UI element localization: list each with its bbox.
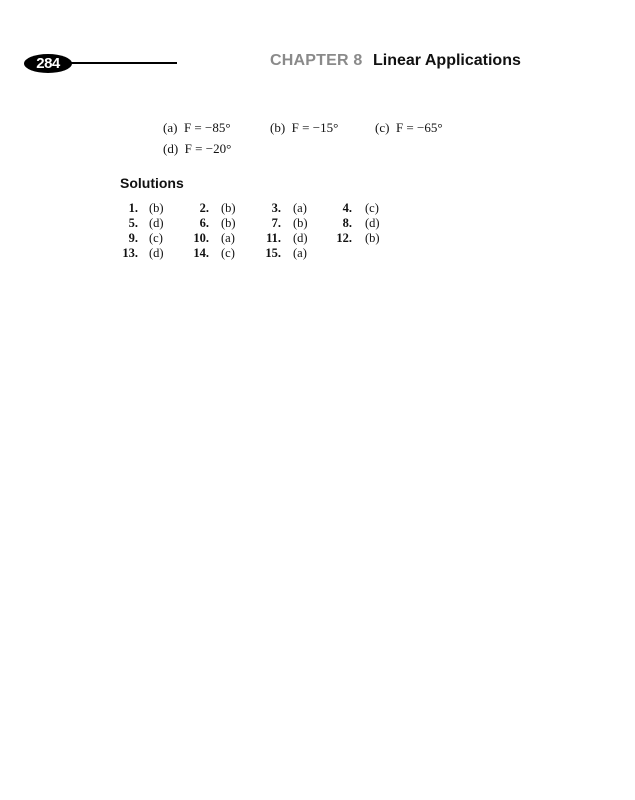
page-number-badge: 284: [24, 54, 72, 73]
solution-answer: (c): [221, 246, 235, 260]
solution-answer: (d): [365, 216, 380, 230]
solution-answer: (c): [149, 231, 163, 245]
solution-number: 8.: [342, 216, 352, 230]
solutions-heading: Solutions: [120, 175, 184, 191]
solution-number: 3.: [271, 201, 281, 215]
solution-answer: (b): [221, 216, 236, 230]
choice-c: [362, 104, 443, 152]
solution-number: 9.: [128, 231, 138, 245]
solution-answer: (a): [221, 231, 235, 245]
choice-d: [150, 125, 231, 173]
solution-answer: (a): [293, 246, 307, 260]
solution-answer: (b): [365, 231, 380, 245]
solution-answer: (d): [149, 246, 164, 260]
solution-number: 13.: [122, 246, 138, 260]
choice-text: F = −15°: [291, 120, 339, 135]
choice-letter: (d): [163, 141, 179, 156]
header-rule: [70, 62, 177, 64]
solution-number: 5.: [128, 216, 138, 230]
choice-text: F = −85°: [183, 120, 231, 135]
solution-number: 2.: [199, 201, 209, 215]
solution-answer: (b): [293, 216, 308, 230]
solution-answer: (d): [293, 231, 308, 245]
solution-answer: (a): [293, 201, 307, 215]
solution-number: 6.: [199, 216, 209, 230]
solution-number: 15.: [265, 246, 281, 260]
choice-text: F = −20°: [184, 141, 232, 156]
solution-number: 7.: [271, 216, 281, 230]
choice-letter: (c): [375, 120, 390, 135]
solution-answer: (c): [365, 201, 379, 215]
choice-letter: (a): [163, 120, 178, 135]
solution-number: 4.: [342, 201, 352, 215]
solution-answer: (d): [149, 216, 164, 230]
solution-number: 1.: [128, 201, 138, 215]
solution-number: 11.: [266, 231, 281, 245]
solution-number: 14.: [193, 246, 209, 260]
solution-number: 10.: [193, 231, 209, 245]
chapter-title: Linear Applications: [373, 52, 521, 69]
page-header: [0, 0, 635, 90]
solution-answer: (b): [221, 201, 236, 215]
solution-number: 12.: [336, 231, 352, 245]
choice-letter: (b): [270, 120, 286, 135]
solution-answer: (b): [149, 201, 164, 215]
chapter-label: CHAPTER 8: [270, 52, 363, 69]
choice-b: [257, 104, 338, 152]
choice-text: F = −65°: [395, 120, 443, 135]
